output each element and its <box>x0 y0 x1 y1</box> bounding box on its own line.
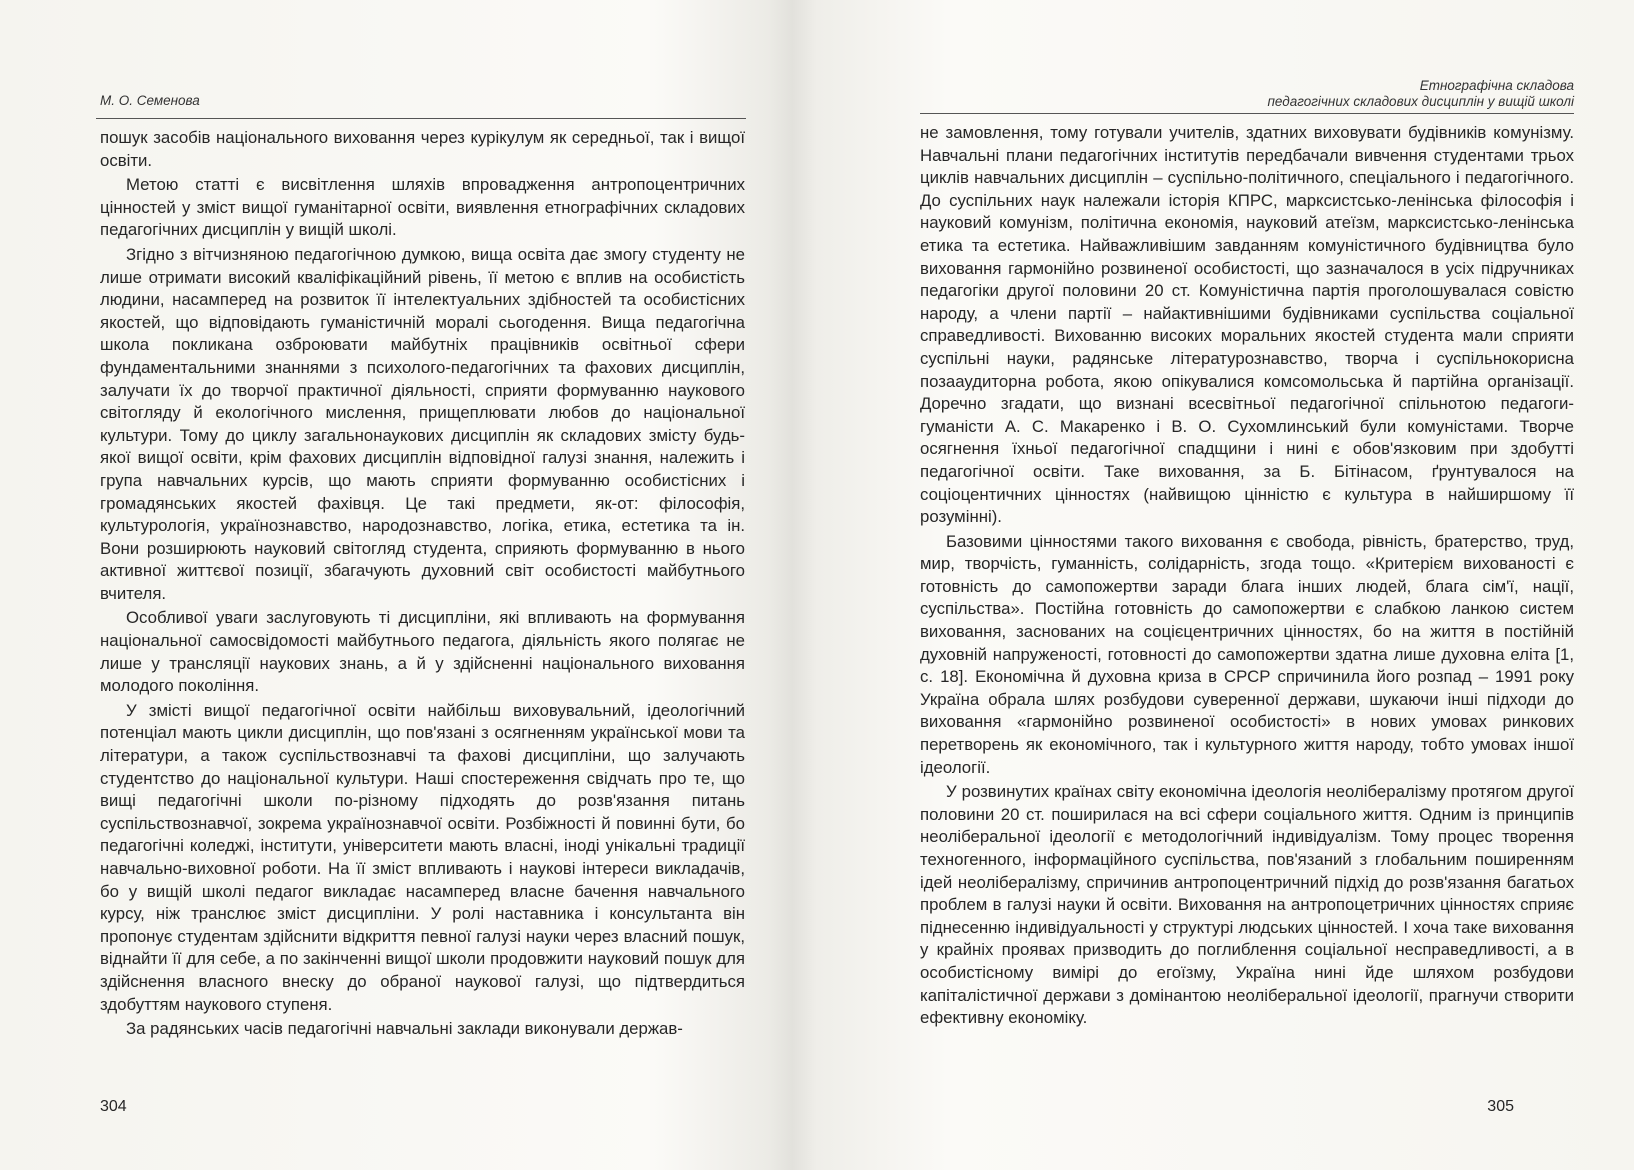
left-page <box>0 0 790 1170</box>
page-number: 305 <box>1487 1098 1514 1115</box>
header-rule <box>920 113 1574 114</box>
right-page <box>860 0 1634 1170</box>
running-head-line: Етнографічна складова <box>1419 78 1574 93</box>
running-head-title <box>1268 78 1575 110</box>
paragraph: Базовими цінностями такого виховання є свобода, рівність, братерство, труд, мир, творчість, гуманність, солідарність, згода тощо. «Критерієм вихованості є готовність до самопожертви заради блага інших людей, блага сім'ї, нації, суспільства». Постійна готовність до самопожертви є слабкою ланкою систем виховання, заснованих на соцієцентричних цінностях, бо на життя в постійній духовній напруженості, готовності до самопожертви здатна лише духовна еліта [1, с. 18]. Економічна й духовна криза в СРСР спричинила його розпад – 1991 року Україна обрала шлях розбудови суверенної держави, шукаючи інші підходи до виховання «гармонійно розвиненої особистості» в нових умовах ринкових перетворень як економічного, так і культурного життя народу, тобто умовах іншої ідеології. <box>920 531 1574 777</box>
paragraph: Метою статті є висвітлення шляхів впровадження антропоцентричних цінностей у зміст вищої гуманітарної освіти, виявлення етнографічних складових педагогічних дисциплін у вищій школі. <box>100 175 745 240</box>
left-page-body <box>100 127 745 1043</box>
paragraph: Згідно з вітчизняною педагогічною думкою, вища освіта дає змогу студенту не лише отримати високий кваліфікаційний рівень, її метою є вплив на особистість людини, насамперед на розвиток її інтелектуальних здібностей та особистісних якостей, що відповідають гуманістичній моралі сьогодення. Вища педагогічна школа покликана озброювати майбутніх працівників освітньої сфери фундаментальними знаннями з психолого-педагогічних та фахових дисциплін, залучати їх до творчої практичної діяльності, сприяти формуванню наукового світогляду й екологічного мислення, прищеплювати любов до національної культури. Тому до циклу загальнонаукових дисциплін як складових змісту будь-якої вищої освіти, крім фахових дисциплін відповідної галузі знання, належить і група навчальних курсів, що мають сприяти формуванню особистісних і громадянських якостей фахівця. Це такі предмети, як-от: філософія, культурологія, українознавство, народознавство, логіка, етика, естетика та ін. Вони розширюють науковий світогляд студента, сприяють формуванню в нього активної життєвої позиції, збагачують духовний світ особистості майбутнього вчителя. <box>100 244 745 603</box>
paragraph: не замовлення, тому готували учителів, здатних виховувати будівників комунізму. Навчальні плани педагогічних інститутів передбачали вивчення студентами трьох циклів навчальних дисциплін – суспільно-політичного, спеціального і педагогічного. До суспільних наук належали історія КПРС, марксистсько-ленінська філософія і науковий комунізм, політична економія, науковий атеїзм, марксистсько-ленінська етика та естетика. Найважливішим завданням комуністичного будівництва було виховання гармонійно розвиненої особистості, що зазначалося в усіх підручниках педагогіки другої половини 20 ст. Комуністична партія проголошувалася совістю народу, а члени партії – найактивнішими будівниками суспільства соціальної справедливості. Вихованню високих моральних якостей студента мали сприяти суспільні науки, радянське літературознавство, творча і суспільнокорисна позааудиторна робота, якою опікувалися комсомольська й партійна організації. Доречно згадати, що визнані всесвітньої педагогічної спільнотою педагоги-гуманісти А. С. Макаренко і В. О. Сухомлинський були комуністами. Творче осягнення їхньої педагогічної спадщини і нині є обов'язковим при здобутті педагогічної освіти. Таке виховання, за Б. Бітінасом, ґрунтувалося на соціоцентичних цінностях (найвищою цінністю є культура в найширшому її розумінні). <box>920 123 1574 527</box>
page-number: 304 <box>100 1098 127 1115</box>
paragraph: За радянських часів педагогічні навчальні заклади виконували держав- <box>126 1019 683 1039</box>
right-page-body <box>920 122 1574 1032</box>
running-head-line: педагогічних складових дисциплін у вищій школі <box>1267 94 1574 109</box>
paragraph: У змісті вищої педагогічної освіти найбільш виховувальний, ідеологічний потенціал мають цикли дисциплін, що пов'язані з осягненням української мови та літератури, а також суспільствознавчі та фахові дисципліни, що залучають студентство до національної культури. Наші спостереження свідчать про те, що вищі педагогічні школи по-різному підходять до розв'язання питань суспільствознавчої, зокрема українознавчої освіти. Розбіжності й повинні бути, бо педагогічні коледжі, інститути, університети мають власні, іноді унікальні традиції навчально-виховної роботи. На її зміст впливають і наукові інтереси викладачів, бо у вищій школі педагог викладає насамперед власне бачення навчального курсу, ніж транслює зміст дисципліни. У ролі наставника і консультанта він пропонує студентам здійснити відкриття певної галузі науки через власний пошук, віднайти її для себе, а по закінченні вищої школи продовжити науковий пошук для здійснення власного внеску до обраної наукової галузі, що підтвердиться здобуттям наукового ступеня. <box>100 700 745 1014</box>
paragraph: Особливої уваги заслуговують ті дисципліни, які впливають на формування національної самосвідомості майбутнього педагога, діяльність якого полягає не лише у трансляції наукових знань, а й у здійсненні національного виховання молодого покоління. <box>100 608 745 696</box>
header-rule <box>96 118 746 119</box>
paragraph: У розвинутих країнах світу економічна ідеологія неолібералізму протягом другої половини 20 ст. поширилася на всі сфери соціального життя. Одним із принципів неоліберальної ідеології є методологічний індивідуалізм. Тому процес творення техногенного, інформаційного суспільства, пов'язаний з глобальним поширенням ідей неолібералізму, спричинив антропоцентричний підхід до розв'язання багатьох проблем в галузі науки й освіти. Виховання на антропоцетричних цінностях сприяє піднесенню індивідуальності у структурі людських цінностей. І хоча таке виховання у крайніх проявах призводить до поглиблення соціальної несправедливості, а в особистісному вимірі до егоїзму, Україна нині йде шляхом розбудови капіталістичної держави з домінантою неоліберальної ідеології, прагнучи створити ефективну економіку. <box>920 782 1574 1028</box>
running-head-author: М. О. Семенова <box>100 93 200 108</box>
paragraph: пошук засобів національного виховання через курікулум як середньої, так і вищої освіти. <box>100 128 745 170</box>
